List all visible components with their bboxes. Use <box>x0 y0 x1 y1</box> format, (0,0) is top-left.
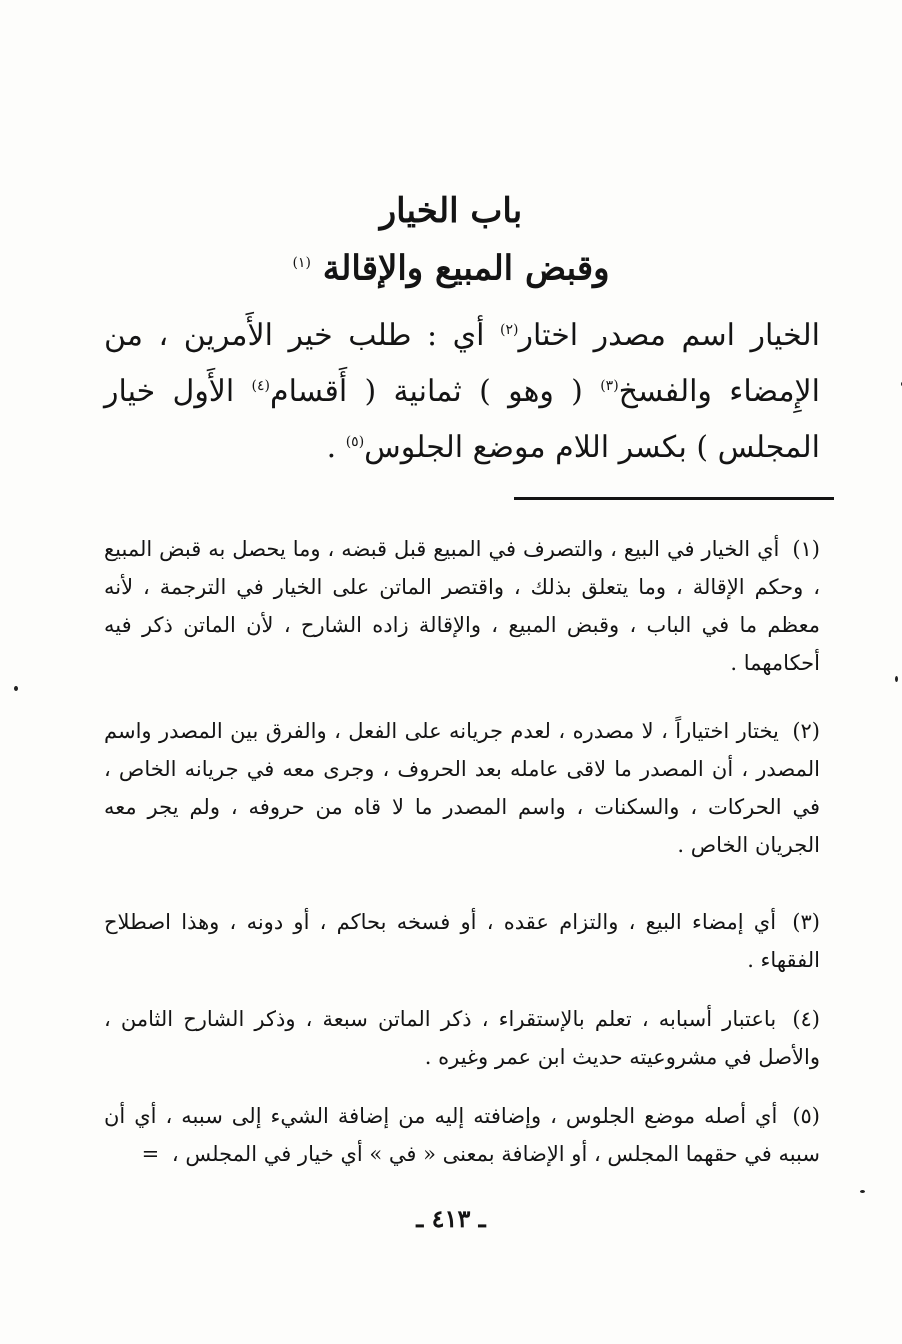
scan-speck <box>14 686 18 691</box>
footnote <box>104 1000 820 1076</box>
main-text-segment: الأَول خيار المجلس ) بكسر اللام موضع الجلوس <box>104 374 820 465</box>
footnote-text: أي الخيار في البيع ، والتصرف في المبيع قبل قبضه ، وما يحصل به قبض المبيع ، وحكم الإقالة ، وما يتعلق بذلك ، واقتصر الماتن على الخيار في الترجمة ، لأنه معظم ما في الباب ، وقبض المبيع ، والإقالة زاده الشارح ، لأن الماتن ذكر فيه أحكامهما . <box>104 537 820 675</box>
page-number-text: ـ ٤١٣ ـ <box>416 1204 486 1233</box>
footnote-separator <box>514 497 834 500</box>
main-text-segment: أي : طلب خير الأَمرين ، من الإِمضاء والفسخ <box>104 318 820 409</box>
continuation-mark: = <box>141 1142 160 1166</box>
footnote-marker: (٤) <box>251 378 271 394</box>
footnote-number: (٥) <box>792 1104 820 1128</box>
chapter-title <box>0 188 902 234</box>
main-text-segment: ( وهو ) ثمانية ( أَقسام <box>270 374 601 409</box>
footnote <box>104 903 820 979</box>
main-text <box>104 308 820 476</box>
main-text-segment: . <box>326 430 346 465</box>
chapter-subtitle <box>0 240 902 291</box>
footnote <box>104 712 820 864</box>
footnote-marker: (٥) <box>345 434 365 450</box>
footnote <box>104 530 820 682</box>
chapter-subtitle-text: وقبض المبيع والإقالة <box>322 248 610 289</box>
footnote-marker: (١) <box>292 255 311 271</box>
footnote-number: (٢) <box>792 719 820 743</box>
scan-speck <box>895 676 898 682</box>
footnote-marker: (٢) <box>500 322 519 338</box>
footnote <box>104 1097 820 1173</box>
footnote-number: (١) <box>792 537 820 561</box>
chapter-title-text: باب الخيار <box>379 191 523 231</box>
footnote-marker: (٣) <box>600 378 619 394</box>
footnote-text: أي إمضاء البيع ، والتزام عقده ، أو فسخه بحاكم ، أو دونه ، وهذا اصطلاح الفقهاء . <box>104 910 820 972</box>
page-number <box>0 1199 902 1239</box>
scan-speck <box>860 1190 865 1193</box>
footnote-text: أي أصله موضع الجلوس ، وإضافته إليه من إضافة الشيء إلى سببه ، أي أن سببه في حقهما المجلس ، أو الإضافة بمعنى « في » أي خيار في المجلس ، <box>104 1104 820 1166</box>
footnote-number: (٣) <box>792 910 820 934</box>
footnote-text: باعتبار أسبابه ، تعلم بالإستقراء ، ذكر الماتن سبعة ، وذكر الشارح الثامن ، والأصل في مشروعيته حديث ابن عمر وغيره . <box>104 1007 820 1069</box>
main-text-segment: الخيار اسم مصدر اختار <box>518 318 821 353</box>
footnote-number: (٤) <box>792 1007 820 1031</box>
footnote-text: يختار اختياراً ، لا مصدره ، لعدم جريانه على الفعل ، والفرق بين المصدر واسم المصدر ، أن المصدر ما لاقى عامله بعد الحروف ، وجرى معه في جريانه الخاص ، في الحركات ، والسكنات ، واسم المصدر ما لا قاه من حروفه ، ولم يجر معه الجريان الخاص . <box>104 719 820 857</box>
